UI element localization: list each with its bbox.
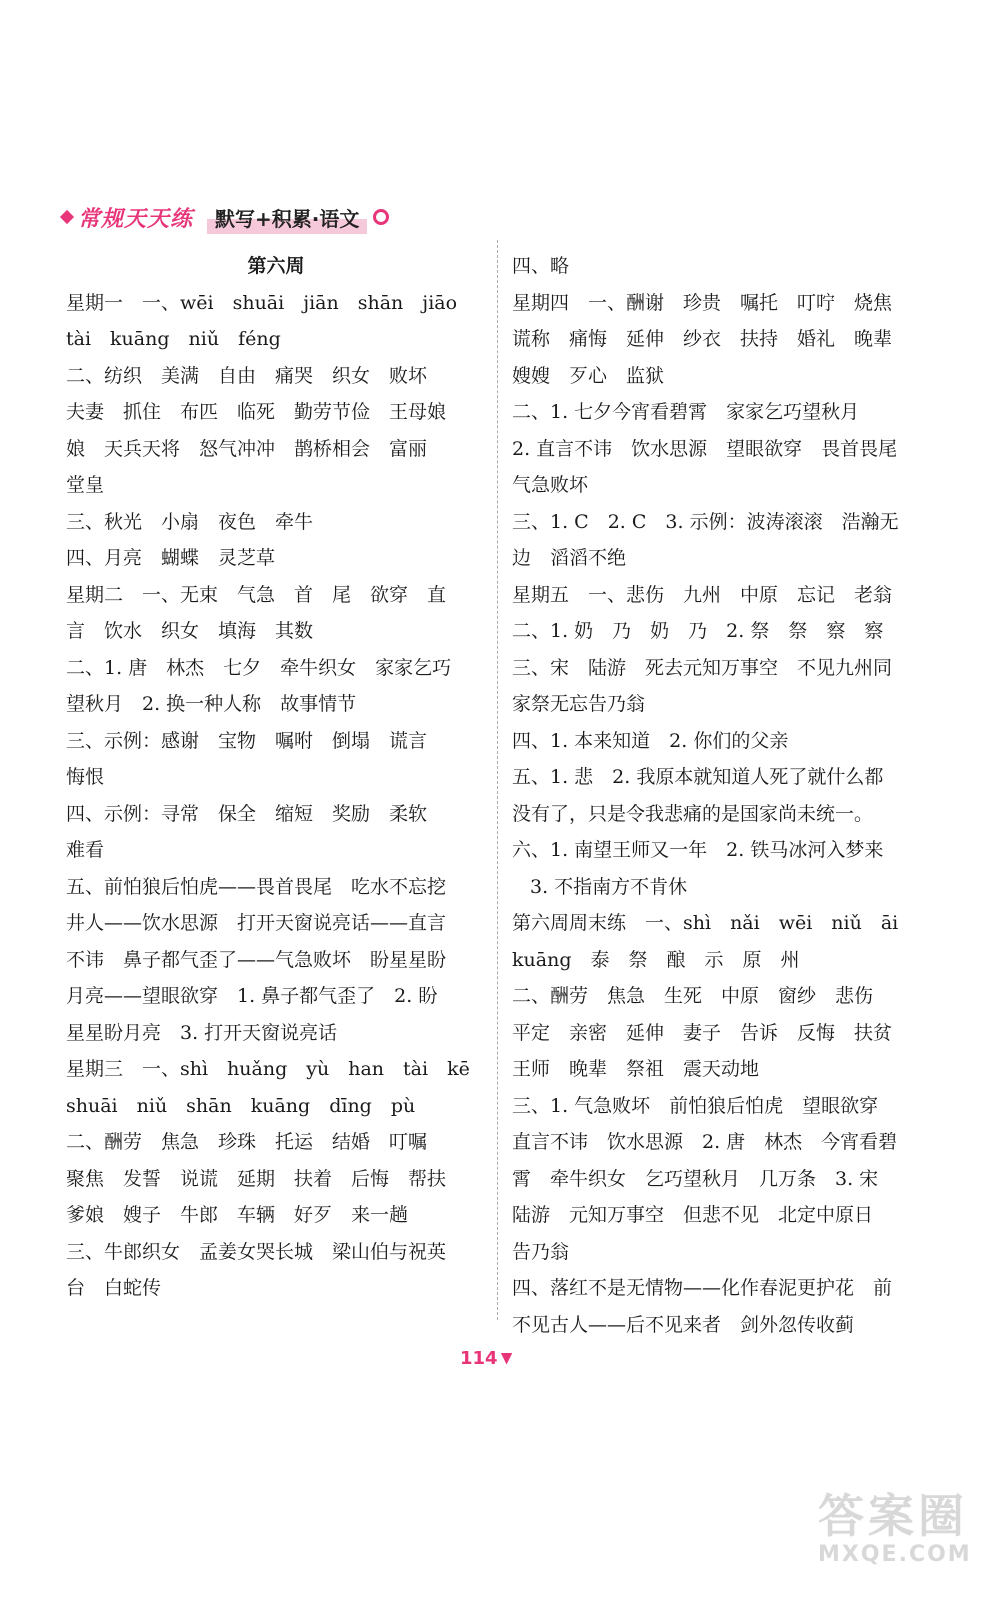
right-answer-column (512, 248, 932, 1343)
answer-line: 2. 直言不讳 饮水思源 望眼欲穿 畏首畏尾 (512, 437, 898, 460)
answer-line: 霄 牵牛织女 乞巧望秋月 几万条 3. 宋 (512, 1167, 879, 1190)
answer-line: 不讳 鼻子都气歪了——气急败坏 盼星星盼 (66, 948, 447, 971)
answer-line: tài kuāng niǔ féng (66, 328, 281, 350)
answer-line: 五、1. 悲 2. 我原本就知道人死了就什么都 (512, 766, 884, 788)
answer-line: 谎称 痛悔 延伸 纱衣 扶持 婚礼 晚辈 (512, 328, 893, 350)
answer-line: 六、1. 南望王师又一年 2. 铁马冰河入梦来 (512, 839, 884, 861)
answer-line: shuāi niǔ shān kuāng dīng pù (66, 1094, 416, 1117)
answer-line: 堂皇 (66, 474, 105, 496)
answer-line: 平定 亲密 延伸 妻子 告诉 反悔 扶贫 (512, 1021, 893, 1044)
answer-line: 四、示例：寻常 保全 缩短 奖励 柔软 (66, 802, 428, 825)
answer-line: 四、落红不是无情物——化作春泥更护花 前 (512, 1277, 893, 1299)
answer-line: 二、1. 七夕今宵看碧霄 家家乞巧望秋月 (512, 401, 860, 423)
answer-line: 二、酬劳 焦急 生死 中原 窗纱 悲伤 (512, 985, 874, 1007)
answer-line: 五、前怕狼后怕虎——畏首畏尾 吃水不忘挖 (66, 875, 447, 898)
answer-line: 不见古人——后不见来者 剑外忽传收蓟 (512, 1313, 855, 1336)
answer-line: 星星盼月亮 3. 打开天窗说亮话 (66, 1021, 338, 1044)
page-number-text: 114 (460, 1348, 498, 1369)
answer-line: 陆游 元知万事空 但悲不见 北定中原日 (512, 1204, 874, 1226)
answer-line: 聚焦 发誓 说谎 延期 扶着 后悔 帮扶 (66, 1167, 447, 1190)
answer-line: 嫂嫂 歹心 监狱 (512, 364, 665, 387)
answer-line: 夫妻 抓住 布匹 临死 勤劳节俭 王母娘 (66, 401, 447, 423)
answer-line: 井人——饮水思源 打开天窗说亮话——直言 (66, 912, 447, 934)
answer-line: 星期四 一、酬谢 珍贵 嘱托 叮咛 烧焦 (512, 291, 893, 314)
answer-line: 月亮——望眼欲穿 1. 鼻子都气歪了 2. 盼 (66, 985, 438, 1007)
answer-line: 难看 (66, 839, 105, 861)
page-number (460, 1348, 513, 1369)
answer-line: 三、牛郎织女 孟姜女哭长城 梁山伯与祝英 (66, 1240, 447, 1263)
answer-line: 三、秋光 小扇 夜色 牵牛 (66, 510, 314, 533)
answer-line: 二、酬劳 焦急 珍珠 托运 结婚 叮嘱 (66, 1131, 428, 1153)
flower-icon (373, 209, 389, 225)
answer-line: 直言不讳 饮水思源 2. 唐 林杰 今宵看碧 (512, 1131, 898, 1153)
answer-line: 星期五 一、悲伤 九州 中原 忘记 老翁 (512, 583, 893, 606)
subject-title: 默写+积累·语文 (207, 201, 367, 234)
answer-line: 二、纺织 美满 自由 痛哭 织女 败坏 (66, 364, 428, 387)
answer-line: 四、1. 本来知道 2. 你们的父亲 (512, 729, 789, 752)
watermark-url: MXQE.COM (818, 1542, 972, 1567)
answer-line: 第六周周末练 一、shì nǎi wēi niǔ āi (512, 912, 899, 934)
answer-line: 四、略 (512, 255, 570, 277)
answer-line: 第六周 (247, 255, 305, 277)
answer-line: 星期三 一、shì huǎng yù han tài kē (66, 1058, 470, 1080)
answer-line: 没有了，只是令我悲痛的是国家尚未统一。 (512, 802, 874, 825)
answer-line: 边 滔滔不绝 (512, 547, 627, 569)
brand-title: 常规天天练 (78, 206, 194, 232)
answer-line: 娘 天兵天将 怒气冲冲 鹊桥相会 富丽 (66, 437, 428, 460)
diamond-icon (60, 210, 74, 224)
answer-line: 三、1. 气急败坏 前怕狼后怕虎 望眼欲穿 (512, 1094, 879, 1117)
answer-line: 气急败坏 (512, 474, 589, 496)
answer-line: 言 饮水 织女 填海 其数 (66, 620, 314, 642)
answer-line: 王师 晚辈 祭祖 震天动地 (512, 1058, 760, 1080)
column-divider (497, 240, 498, 1320)
answer-line: 家祭无忘告乃翁 (512, 693, 646, 715)
answer-line: 二、1. 奶 乃 奶 乃 2. 祭 祭 察 察 (512, 620, 884, 642)
answer-line: 星期一 一、wēi shuāi jiān shān jiāo (66, 291, 458, 314)
answer-line: 三、宋 陆游 死去元知万事空 不见九州同 (512, 656, 893, 679)
answer-line: 望秋月 2. 换一种人称 故事情节 (66, 693, 357, 715)
answer-line: kuāng 泰 祭 酿 示 原 州 (512, 948, 800, 971)
heart-icon (501, 1353, 513, 1365)
answer-line: 悔恨 (66, 766, 105, 788)
answer-line: 告乃翁 (512, 1240, 570, 1263)
answer-line: 三、1. C 2. C 3. 示例：波涛滚滚 浩瀚无 (512, 510, 899, 533)
left-answer-column (66, 248, 486, 1307)
answer-line: 二、1. 唐 林杰 七夕 牵牛织女 家家乞巧 (66, 656, 452, 679)
answer-line: 三、示例：感谢 宝物 嘱咐 倒塌 谎言 (66, 729, 428, 752)
watermark-text: 答案圈 (818, 1489, 968, 1543)
watermark-logo (818, 1480, 972, 1567)
answer-line: 四、月亮 蝴蝶 灵芝草 (66, 547, 276, 569)
answer-line: 爹娘 嫂子 牛郎 车辆 好歹 来一趟 (66, 1204, 409, 1226)
header-banner (62, 200, 389, 234)
answer-line: 3. 不指南方不肯休 (530, 875, 688, 898)
answer-line: 星期二 一、无束 气急 首 尾 欲穿 直 (66, 583, 447, 606)
answer-line: 台 白蛇传 (66, 1277, 162, 1299)
